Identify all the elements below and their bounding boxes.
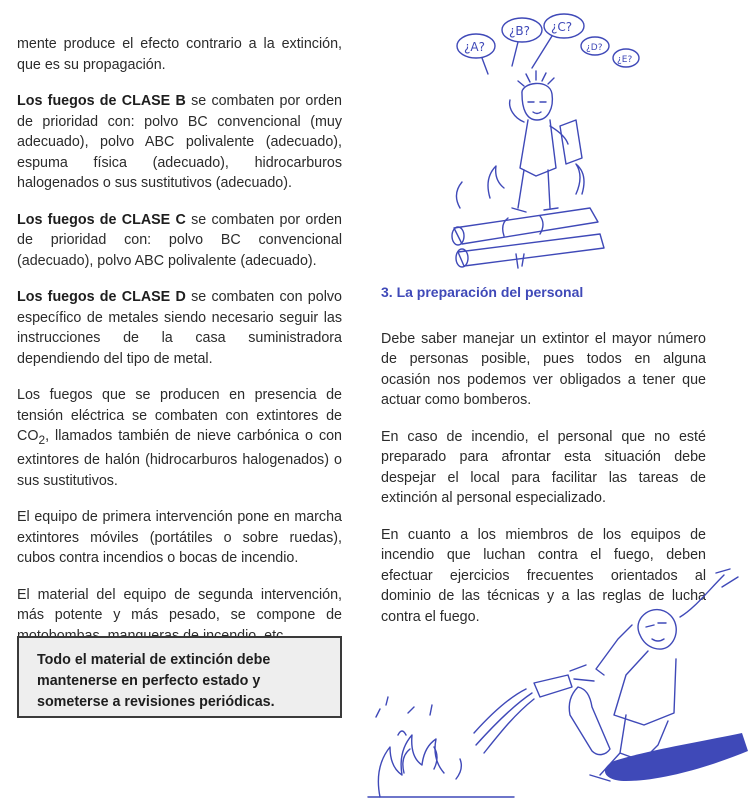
left-column <box>17 34 342 662</box>
paragraph-evacuation: En caso de incendio, el personal que no esté preparado para afrontar esta situación debe despejar el local para facilitar las tareas de extinción al personal especializado. <box>381 428 706 506</box>
floor-puddle <box>605 733 748 781</box>
paragraph-first-intervention: El equipo de primera intervención pone en marcha extintores móviles (portátiles o sobre ruedas), cubos contra incendios o bocas de incendio. <box>17 509 342 567</box>
confused-person-illustration <box>400 8 650 270</box>
bubble-a-text: ¿A? <box>464 40 485 54</box>
extinguisher-illustration <box>364 565 748 801</box>
paragraph-clase-c <box>17 210 342 272</box>
paragraph-clase-d <box>17 287 342 369</box>
question-bubble-e <box>613 49 639 67</box>
clase-c-text: se combaten por orden de prioridad con: polvo BC convencional (adecuado), polvo ABC polivalente (adecuado). <box>17 211 342 269</box>
electrical-text-a: Los fuegos que se producen en presencia de tensión eléctrica se combaten con extintores de CO <box>17 387 342 444</box>
extinguisher <box>534 665 610 755</box>
burning-logs <box>452 164 604 268</box>
person-figure <box>510 71 582 212</box>
electrical-text-b: , llamados también de nieve carbónica o con extintores de halón (hidrocarburos halogenados) o sus sustitutivos. <box>17 428 342 489</box>
paragraph-propagation: mente produce el efecto contrario a la extinción, que es su propagación. <box>17 36 342 73</box>
clase-b-heading: Los fuegos de CLASE B <box>17 93 186 109</box>
paragraph-second-intervention: El material del equipo de segunda intervención, más potente y más pesado, se compone de <box>17 586 342 624</box>
extinguisher-spray <box>474 689 534 753</box>
bubble-e-text: ¿E? <box>617 55 633 65</box>
floor-fire <box>368 697 514 797</box>
question-bubble-a <box>457 34 495 74</box>
bubble-c-text: ¿C? <box>551 20 573 34</box>
paragraph-personnel: Debe saber manejar un extintor el mayor número de personas posible, pues todos en alguna ocasión nos podemos ver obligados a tener que actuar como bomberos. <box>381 330 706 408</box>
clase-d-heading: Los fuegos de CLASE D <box>17 289 186 305</box>
maintenance-note-text: Todo el material de extinción debe mantenerse en perfecto estado y someterse a revisiones periódicas. <box>37 652 275 710</box>
co2-subscript: 2 <box>38 432 46 447</box>
clase-d-text: se combaten con polvo específico de metales siendo necesario seguir las instrucciones de la casa suministradora dependiendo del tipo de metal. <box>17 289 342 367</box>
maintenance-note-box <box>17 636 342 718</box>
section-title: 3. La preparación del personal <box>381 284 584 300</box>
question-bubble-b <box>502 18 542 66</box>
clase-c-heading: Los fuegos de CLASE C <box>17 211 186 228</box>
paragraph-clase-b <box>17 91 342 194</box>
bubble-d-text: ¿D? <box>586 43 603 53</box>
question-bubble-d <box>581 37 609 55</box>
question-bubble-c <box>532 14 584 68</box>
clase-b-text: se combaten por orden de prioridad con: polvo BC convencional (muy adecuado), polvo ABC polivalente (adecuado), espuma física (adecuado), hidrocarburos halogenados o sus sustitutivos (adecuado). <box>17 93 342 191</box>
paragraph-electrical <box>17 385 342 491</box>
bubble-b-text: ¿B? <box>509 24 530 38</box>
paragraph-fire-teams: En cuanto a los miembros de los equipos de incendio que luchan contra el fuego, deben efectuar ejercicios frecuentes orientados al dominio de las técnicas y a las reglas de lucha contra el fuego. <box>381 526 706 625</box>
